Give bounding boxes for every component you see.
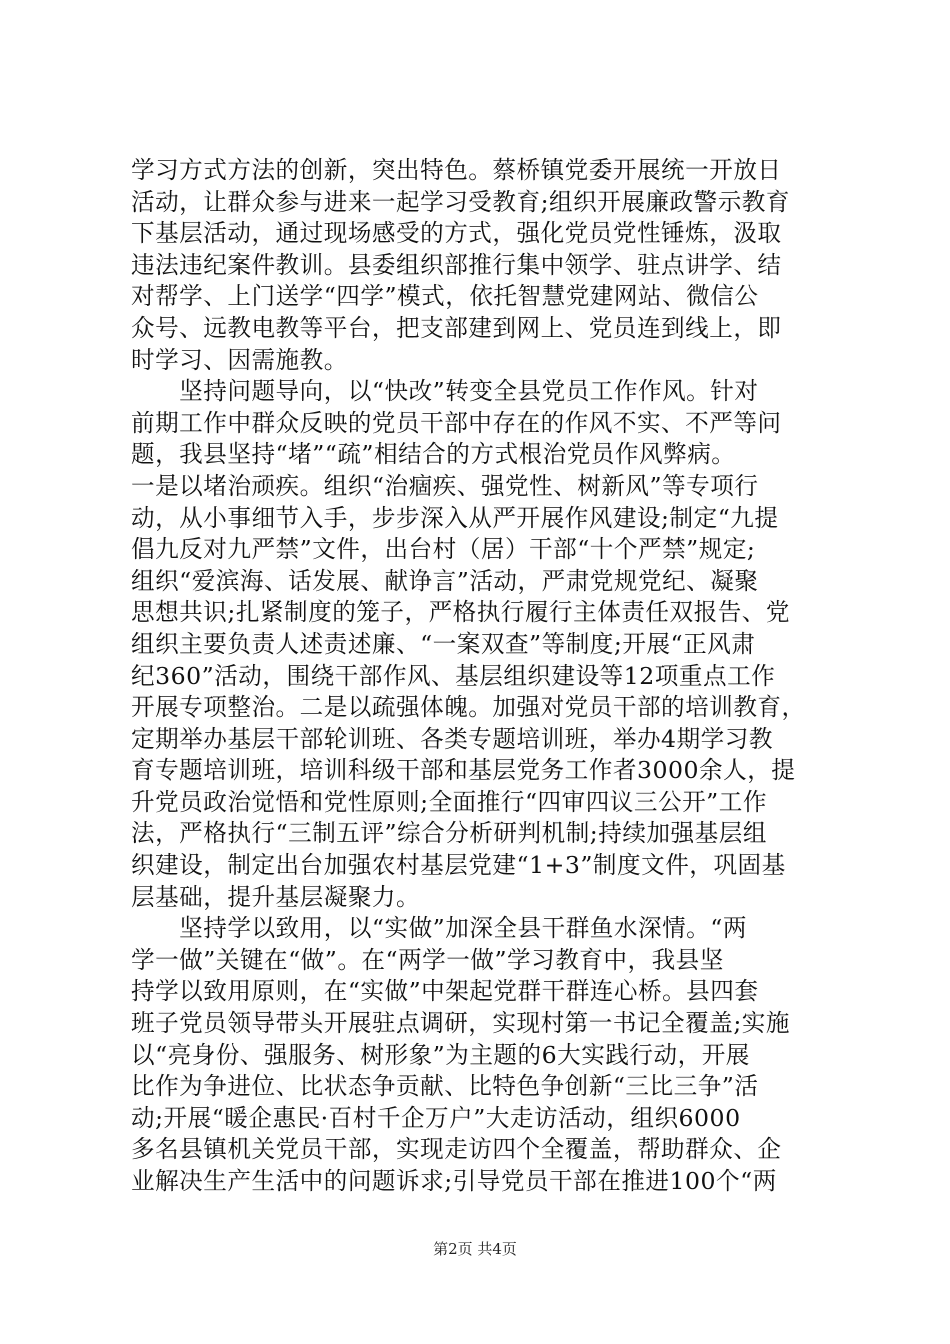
text-line: 定期举办基层干部轮训班、各类专题培训班，举办4期学习教 <box>131 724 773 753</box>
text-line: 思想共识;扎紧制度的笼子，严格执行履行主体责任双报告、党 <box>131 598 790 627</box>
text-line: 前期工作中群众反映的党员干部中存在的作风不实、不严等问 <box>131 408 782 437</box>
text-line: 动，从小事细节入手，步步深入从严开展作风建设;制定“九提 <box>131 503 779 532</box>
page-footer: 第2页 共4页 <box>433 1240 517 1258</box>
text-line: 坚持学以致用，以“实做”加深全县干群鱼水深情。“两 <box>131 914 747 943</box>
text-line: 多名县镇机关党员干部，实现走访四个全覆盖，帮助群众、企 <box>131 1135 782 1164</box>
text-line: 动;开展“暖企惠民·百村千企万户”大走访活动，组织6000 <box>131 1103 741 1132</box>
text-line: 层基础，提升基层凝聚力。 <box>131 882 421 911</box>
text-line: 织建设，制定出台加强农村基层党建“1+3”制度文件，巩固基 <box>131 851 786 880</box>
text-line: 以“亮身份、强服务、树形象”为主题的6大实践行动，开展 <box>131 1040 750 1069</box>
body-text <box>131 155 831 1198</box>
text-line: 法，严格执行“三制五评”综合分析研判机制;持续加强基层组 <box>131 819 767 848</box>
text-line: 一是以堵治顽疾。组织“治痼疾、强党性、树新风”等专项行 <box>131 471 759 500</box>
text-line: 育专题培训班，培训科级干部和基层党务工作者3000余人，提 <box>131 756 796 785</box>
text-line: 题，我县坚持“堵”“疏”相结合的方式根治党员作风弊病。 <box>131 440 736 469</box>
text-line: 众号、远教电教等平台，把支部建到网上、党员连到线上，即 <box>131 313 782 342</box>
text-line: 坚持问题导向，以“快改”转变全县党员工作作风。针对 <box>131 377 759 406</box>
text-line: 时学习、因需施教。 <box>131 345 348 374</box>
text-line: 组织“爱滨海、话发展、献诤言”活动，严肃党规党纪、凝聚 <box>131 566 759 595</box>
text-line: 活动，让群众参与进来一起学习受教育;组织开展廉政警示教育 <box>131 187 790 216</box>
text-line: 对帮学、上门送学“四学”模式，依托智慧党建网站、微信公 <box>131 282 759 311</box>
text-line: 下基层活动，通过现场感受的方式，强化党员党性锤炼，汲取 <box>131 219 782 248</box>
text-line: 违法违纪案件教训。县委组织部推行集中领学、驻点讲学、结 <box>131 250 782 279</box>
text-line: 学一做”关键在“做”。在“两学一做”学习教育中，我县坚 <box>131 945 724 974</box>
text-line: 比作为争进位、比状态争贡献、比特色争创新“三比三争”活 <box>131 1072 759 1101</box>
text-line: 组织主要负责人述责述廉、“一案双查”等制度;开展“正风肃 <box>131 629 756 658</box>
text-line: 业解决生产生活中的问题诉求;引导党员干部在推进100个“两 <box>131 1167 777 1195</box>
text-line: 班子党员领导带头开展驻点调研，实现村第一书记全覆盖;实施 <box>131 1009 790 1038</box>
text-line: 开展专项整治。二是以疏强体魄。加强对党员干部的培训教育， <box>131 693 806 722</box>
text-line: 学习方式方法的创新，突出特色。蔡桥镇党委开展统一开放日 <box>131 156 782 184</box>
text-line: 纪360”活动，围绕干部作风、基层组织建设等12项重点工作 <box>131 661 776 690</box>
text-line: 升党员政治觉悟和党性原则;全面推行“四审四议三公开”工作 <box>131 787 767 816</box>
text-line: 倡九反对九严禁”文件，出台村（居）干部“十个严禁”规定; <box>131 535 756 564</box>
text-line: 持学以致用原则，在“实做”中架起党群干群连心桥。县四套 <box>131 977 759 1006</box>
